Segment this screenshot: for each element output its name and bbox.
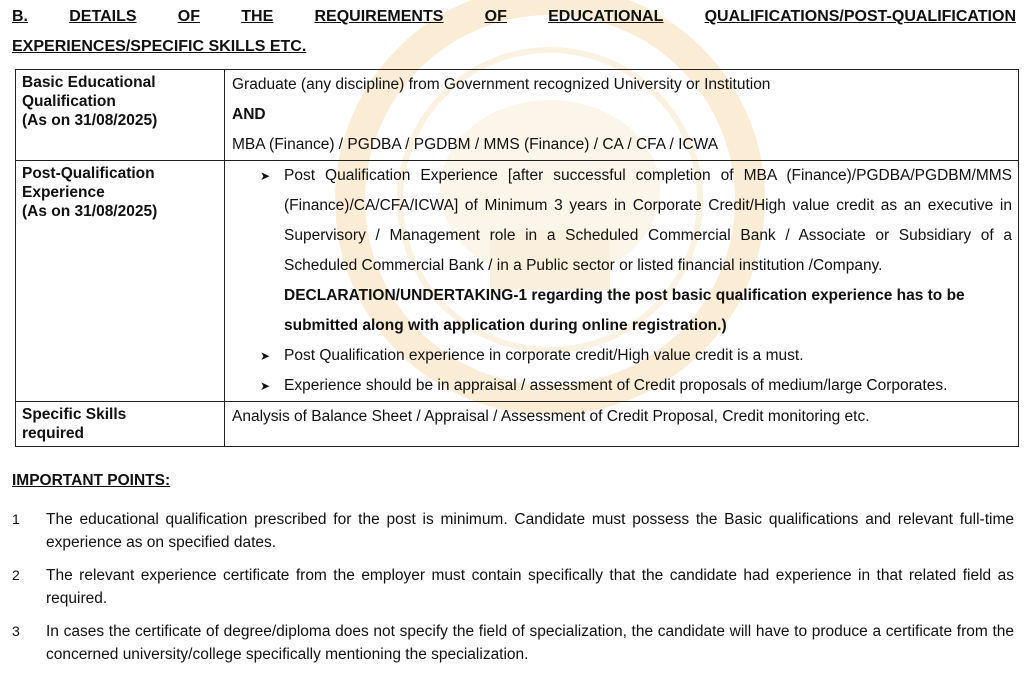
table-row — [16, 402, 1019, 447]
and-text: AND — [232, 106, 266, 123]
important-points-list — [12, 508, 1014, 676]
label-line: Post-Qualification — [22, 165, 155, 182]
label-line: Specific Skills — [22, 406, 127, 423]
table-row — [16, 161, 1019, 402]
point-number: 2 — [12, 567, 20, 583]
list-item — [232, 371, 1012, 401]
list-item — [12, 564, 1014, 610]
important-points-title: IMPORTANT POINTS: — [12, 472, 171, 489]
row-label — [16, 161, 225, 402]
qualification-text: Graduate (any discipline) from Government recognized University or Institution — [232, 76, 771, 93]
row-label — [16, 402, 225, 447]
list-item — [232, 161, 1012, 281]
label-line: Experience — [22, 184, 105, 201]
experience-list — [232, 161, 1012, 281]
label-line: required — [22, 425, 85, 442]
row-label — [16, 70, 225, 161]
point-text: The educational qualification prescribed for the post is minimum. Candidate must possess the Basic qualifications and relevant full-time experience as on specified dates. — [46, 511, 1014, 551]
arrowhead-icon: ➤ — [260, 379, 271, 393]
list-item — [232, 341, 1012, 371]
list-item-text: Post Qualification experience in corporate credit/High value credit is a must. — [284, 347, 804, 364]
heading-word: B. — [12, 8, 28, 25]
row-value — [225, 70, 1019, 161]
skills-text: Analysis of Balance Sheet / Appraisal / Assessment of Credit Proposal, Credit monitoring etc. — [232, 408, 870, 425]
heading-word: QUALIFICATIONS/POST-QUALIFICATION — [704, 8, 1016, 25]
heading-line-2: EXPERIENCES/SPECIFIC SKILLS ETC. — [12, 38, 307, 55]
list-item — [12, 508, 1014, 554]
row-value — [225, 402, 1019, 447]
heading-word: EDUCATIONAL — [548, 8, 664, 25]
qualification-text: MBA (Finance) / PGDBA / PGDBM / MMS (Finance) / CA / CFA / ICWA — [232, 136, 719, 153]
requirements-table — [15, 69, 1019, 447]
point-number: 1 — [12, 511, 20, 527]
heading-line-1 — [12, 2, 1016, 32]
section-heading — [12, 2, 1016, 62]
label-line: Basic Educational — [22, 74, 156, 91]
arrowhead-icon: ➤ — [260, 169, 271, 183]
point-number: 3 — [12, 623, 20, 639]
table-row — [16, 70, 1019, 161]
experience-list — [232, 341, 1012, 401]
label-line: Qualification — [22, 93, 116, 110]
heading-word: REQUIREMENTS — [314, 8, 444, 25]
heading-word: OF — [177, 8, 200, 25]
point-text: In cases the certificate of degree/diploma does not specify the field of specialization, the candidate will have to produce a certificate from the concerned university/college specifically mentioning the specialization. — [46, 623, 1014, 663]
list-item-text: Post Qualification Experience [after successful completion of MBA (Finance)/PGDBA/PGDBM/MMS (Finance)/CA/CFA/ICWA] of Minimum 3 years in Corporate Credit/High value credit as an executive in Supervisory / Management role in a Scheduled Commercial Bank / Associate or Subsidiary of a Scheduled Commercial Bank / in a Public sector or listed financial institution /Company. — [284, 167, 1012, 274]
list-item-text: Experience should be in appraisal / assessment of Credit proposals of medium/large Corporates. — [284, 377, 948, 394]
list-item — [12, 620, 1014, 666]
label-line: (As on 31/08/2025) — [22, 112, 158, 129]
row-value — [225, 161, 1019, 402]
label-line: (As on 31/08/2025) — [22, 203, 158, 220]
heading-word: THE — [241, 8, 274, 25]
heading-word: DETAILS — [69, 8, 137, 25]
declaration-text: DECLARATION/UNDERTAKING-1 regarding the post basic qualification experience has to be submitted along with application during online registration.) — [284, 287, 965, 334]
arrowhead-icon: ➤ — [260, 349, 271, 363]
heading-word: OF — [484, 8, 507, 25]
point-text: The relevant experience certificate from the employer must contain specifically that the candidate had experience in that related field as required. — [46, 567, 1014, 607]
